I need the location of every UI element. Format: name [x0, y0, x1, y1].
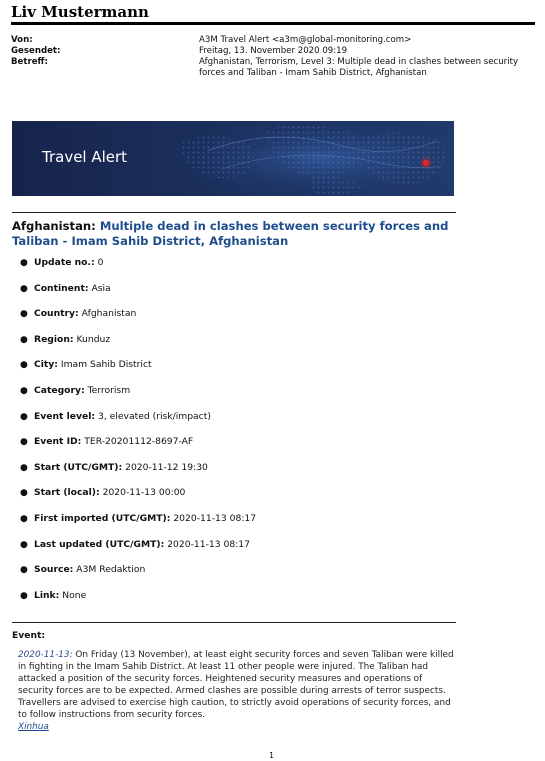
alert-title: Multiple dead in clashes between security forces and Taliban - Imam Sahib District, Afghanistan [12, 219, 449, 248]
list-item [20, 436, 256, 462]
meta-row-subject [11, 57, 535, 79]
fact-label: Start (local): [34, 487, 100, 499]
source-link[interactable]: Xinhua [18, 722, 49, 732]
event-text: On Friday (13 November), at least eight security forces and seven Taliban were killed in fighting in the Imam Sahib District. At least 11 other people were injured. The Taliban had attacked a position of the security forces. Heightened security measures and operations of security forces are to be expected. Armed clashes are possible during arrests of terror suspects. Travellers are advised to exercise high caution, to strictly avoid operations of security forces, and to follow instructions from security forces. [18, 650, 454, 720]
fact-value: Kunduz [76, 333, 111, 345]
fact-value: TER-20201112-8697-AF [84, 436, 194, 448]
alert-country: Afghanistan: [12, 219, 96, 233]
list-item [20, 334, 256, 360]
bullet-icon: ● [20, 385, 28, 396]
bullet-icon: ● [20, 411, 28, 422]
fact-label: Source: [34, 564, 74, 576]
fact-label: Event ID: [34, 436, 82, 448]
fact-label: Region: [34, 333, 74, 345]
list-item [20, 590, 256, 616]
fact-value: Asia [91, 282, 111, 294]
list-item [20, 513, 256, 539]
bullet-icon: ● [20, 334, 28, 345]
list-item [20, 539, 256, 565]
bullet-icon: ● [20, 437, 28, 448]
meta-label: Gesendet: [11, 46, 61, 56]
bullet-icon: ● [20, 513, 28, 524]
fact-label: Continent: [34, 282, 89, 294]
meta-value: A3M Travel Alert <a3m@global-monitoring.com> [199, 35, 412, 45]
list-item [20, 487, 256, 513]
fact-value: 3, elevated (risk/impact) [97, 410, 211, 422]
meta-row-sent [11, 46, 535, 57]
event-heading: Event: [12, 630, 46, 641]
bullet-icon: ● [20, 488, 28, 499]
section-divider [12, 212, 456, 213]
bullet-icon: ● [20, 539, 28, 550]
fact-label: Last updated (UTC/GMT): [34, 538, 165, 550]
list-item [20, 462, 256, 488]
header-divider [11, 22, 535, 25]
email-meta [11, 35, 535, 79]
alert-facts-list [20, 257, 256, 615]
bullet-icon: ● [20, 309, 28, 320]
fact-value: 0 [97, 257, 104, 268]
list-item [20, 564, 256, 590]
meta-label: Betreff: [11, 57, 48, 67]
sender-name: Liv Mustermann [11, 3, 149, 21]
fact-label: Event level: [34, 410, 96, 422]
list-item [20, 308, 256, 334]
fact-label: First imported (UTC/GMT): [34, 512, 171, 524]
meta-label: Von: [11, 35, 33, 45]
bullet-icon: ● [20, 590, 28, 601]
meta-row-from [11, 35, 535, 46]
fact-label: Country: [34, 308, 79, 320]
event-date: 2020-11-13: [18, 650, 73, 660]
bullet-icon: ● [20, 283, 28, 294]
bullet-icon: ● [20, 360, 28, 371]
list-item [20, 257, 256, 283]
fact-value: Imam Sahib District [60, 359, 152, 371]
fact-value: A3M Redaktion [76, 564, 146, 576]
meta-value: Freitag, 13. November 2020 09:19 [199, 46, 348, 56]
event-description [18, 649, 458, 733]
list-item [20, 411, 256, 437]
list-item [20, 385, 256, 411]
fact-label: Link: [34, 589, 60, 601]
list-item [20, 283, 256, 309]
fact-value: 2020-11-13 08:17 [173, 512, 257, 524]
banner-title: Travel Alert [42, 148, 128, 166]
fact-value: 2020-11-13 08:17 [167, 538, 250, 550]
page-number: 1 [269, 751, 275, 760]
alert-headline [12, 219, 456, 249]
fact-value: 2020-11-13 00:00 [102, 487, 186, 499]
list-item [20, 359, 256, 385]
travel-alert-banner [12, 121, 454, 196]
fact-value: 2020-11-12 19:30 [125, 461, 208, 473]
fact-label: Start (UTC/GMT): [34, 461, 123, 473]
fact-label: City: [34, 359, 58, 371]
bullet-icon: ● [20, 462, 28, 473]
fact-value: Terrorism [87, 384, 131, 396]
fact-label: Update no.: [34, 257, 95, 268]
bullet-icon: ● [20, 565, 28, 576]
fact-label: Category: [34, 384, 85, 396]
section-divider [12, 622, 456, 623]
fact-value: Afghanistan [81, 308, 137, 320]
meta-value: Afghanistan, Terrorism, Level 3: Multiple dead in clashes between security forces and Taliban - Imam Sahib District, Afghanistan [199, 57, 519, 78]
bullet-icon: ● [20, 258, 28, 268]
fact-value: None [62, 589, 87, 601]
